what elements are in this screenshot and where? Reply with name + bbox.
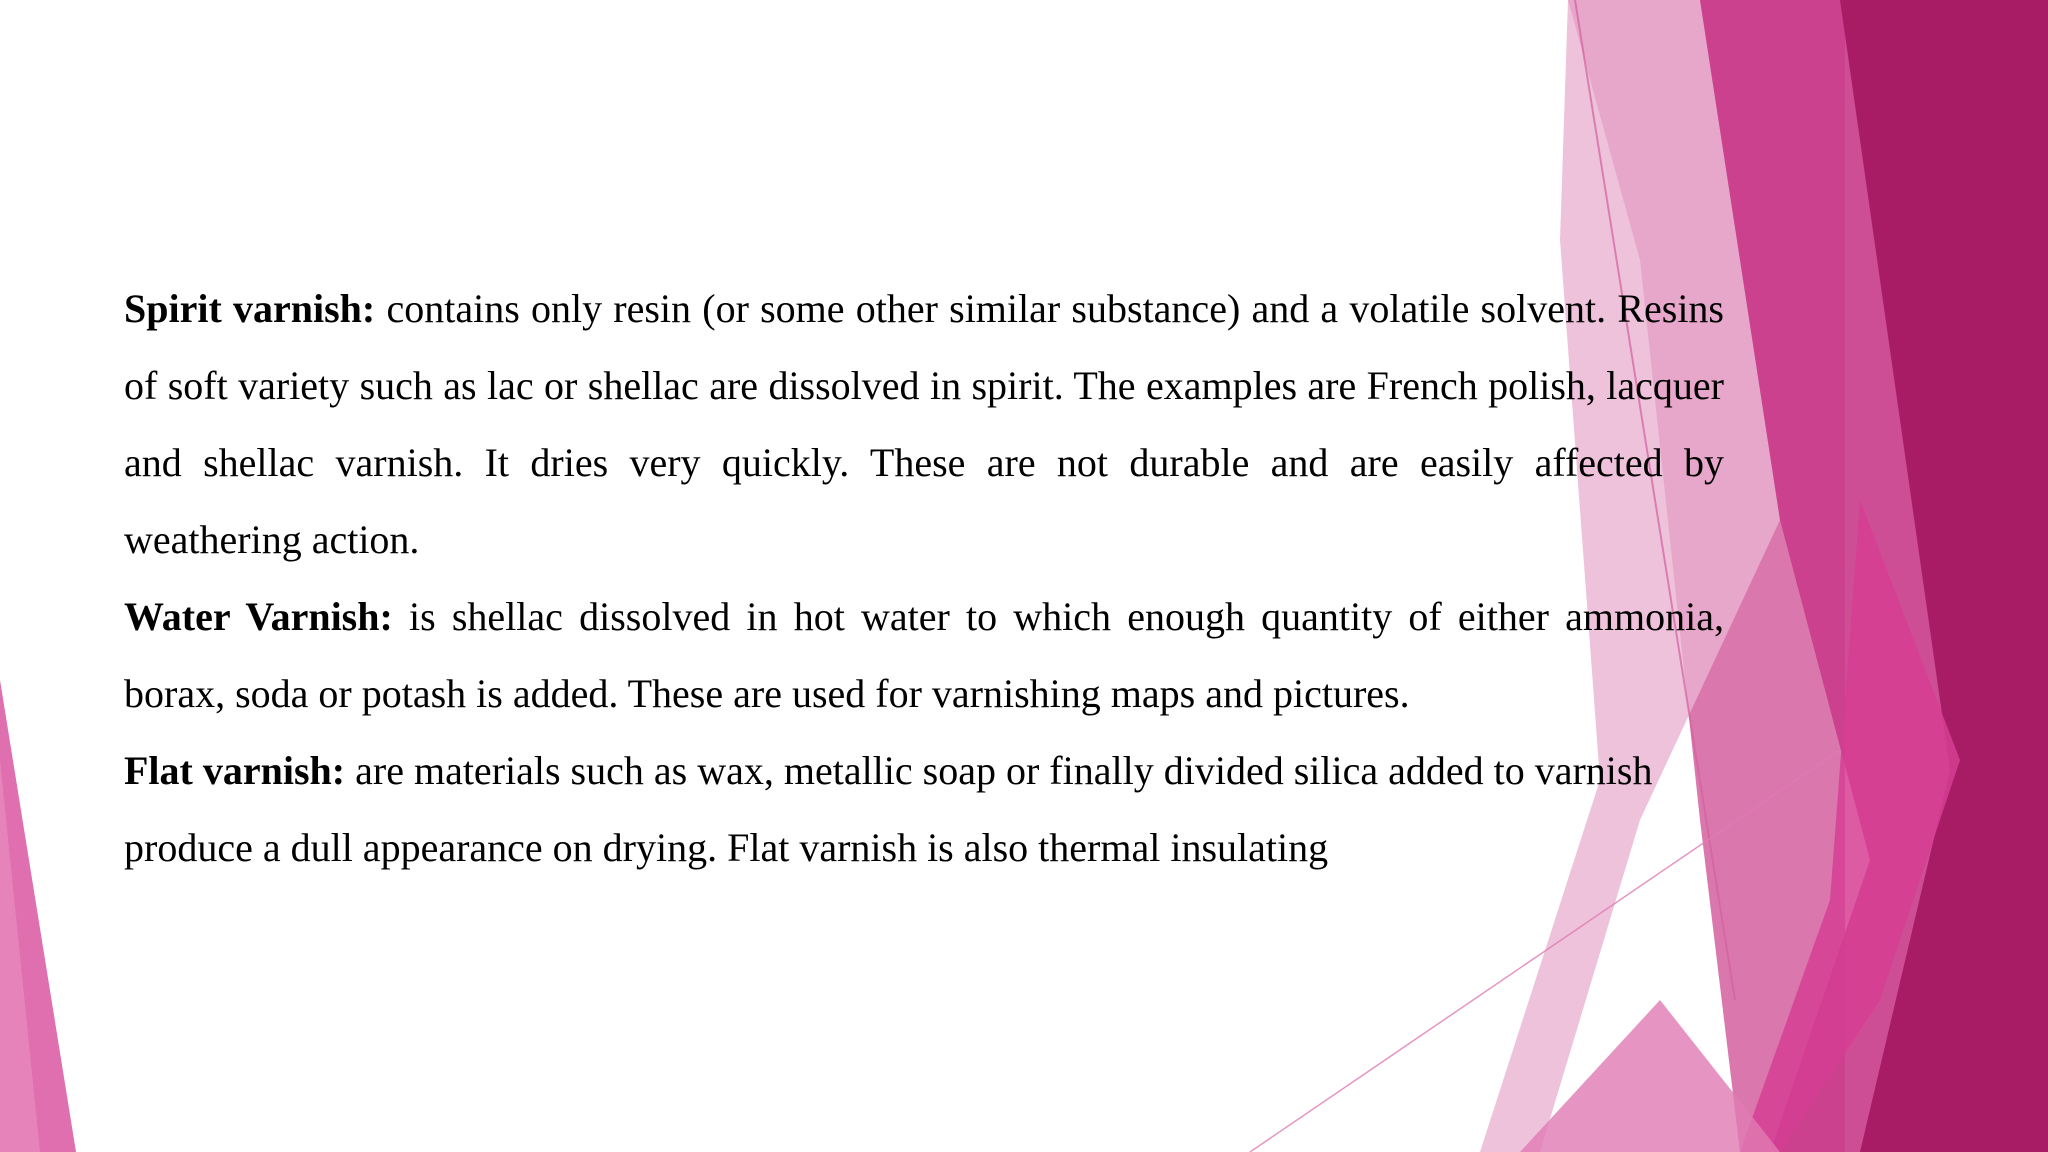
paragraph-spirit-varnish	[124, 270, 1724, 578]
slide-body	[124, 270, 1724, 886]
text-water-varnish: is shellac dissolved in hot water to which enough quantity of either ammonia, borax, soda or potash is added. These are used for varnishing maps and pictures.	[124, 594, 1725, 716]
text-flat-varnish: are materials such as wax, metallic soap or finally divided silica added to varnish produce a dull appearance on drying. Flat varnish is also thermal insulating	[124, 748, 1653, 870]
paragraph-water-varnish	[124, 578, 1724, 732]
text-spirit-varnish: contains only resin (or some other similar substance) and a volatile solvent. Resins of soft variety such as lac or shellac are dissolved in spirit. The examples are French polish, lacquer and shellac varnish. It dries very quickly. These are not durable and are easily affected by weathering action.	[124, 286, 1724, 562]
paragraph-flat-varnish	[124, 732, 1724, 886]
term-water-varnish: Water Varnish:	[124, 594, 393, 639]
term-spirit-varnish: Spirit varnish:	[124, 286, 376, 331]
term-flat-varnish: Flat varnish:	[124, 748, 346, 793]
